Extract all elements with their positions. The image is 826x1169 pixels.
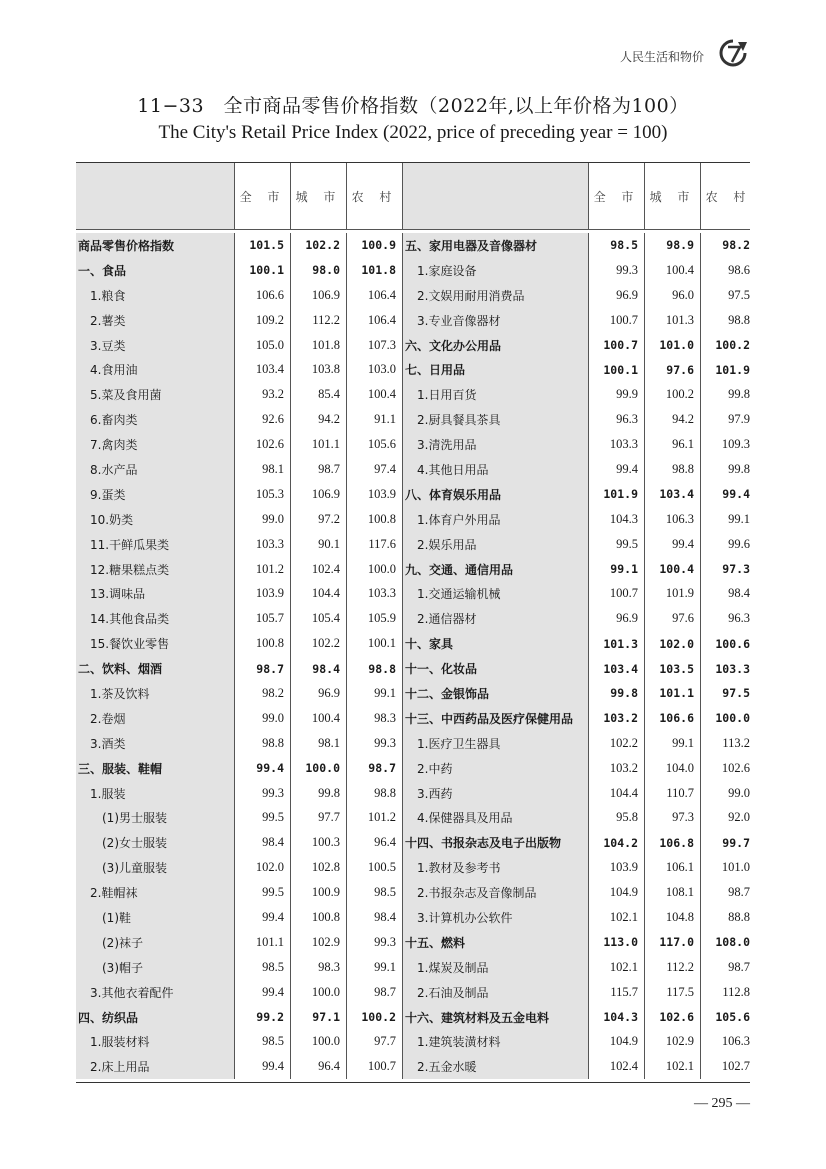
index-value-cell: 97.7 [374,1034,396,1049]
row-label: 十四、书报杂志及电子出版物 [405,836,562,851]
index-value-cell: 96.4 [374,835,396,850]
index-value-cell: 102.6 [255,437,284,452]
index-value-cell: 99.0 [262,511,284,526]
index-value-cell: 103.4 [255,362,284,377]
table-title-english: The City's Retail Price Index (2022, price of preceding year = 100) [158,122,668,143]
row-label: 1.茶及饮料 [90,686,150,701]
row-label: 六、文化办公用品 [405,338,502,353]
index-value-cell: 100.6 [715,636,750,651]
index-value-cell: 113.0 [603,935,638,950]
index-value-cell: 103.9 [367,486,396,501]
index-value-cell: 106.1 [665,860,694,875]
index-value-cell: 97.5 [722,686,750,701]
index-value-cell: 102.1 [609,909,638,924]
index-value-cell: 112.2 [312,312,340,327]
row-label: 四、纺织品 [78,1010,139,1025]
index-value-cell: 99.8 [318,785,340,800]
row-label: 1.日用百货 [417,388,477,403]
index-value-cell: 96.9 [616,287,638,302]
header-all-city-left: 全 市 [234,163,290,229]
row-label: 2.薯类 [90,313,126,328]
row-label: 6.畜肉类 [90,413,138,428]
index-value-cell: 99.0 [728,785,750,800]
index-value-cell: 97.4 [374,461,396,476]
row-label: 3.计算机办公软件 [417,910,513,925]
table-left-half [76,233,402,1079]
index-value-cell: 99.7 [722,835,750,850]
row-label: 3.其他衣着配件 [90,985,174,1000]
index-value-cell: 103.3 [609,437,638,452]
index-value-cell: 98.7 [728,885,750,900]
index-value-cell: 98.7 [318,461,340,476]
index-value-cell: 98.7 [368,761,396,776]
index-value-cell: 103.2 [603,711,638,726]
index-value-cell: 96.0 [672,287,694,302]
index-value-cell: 100.4 [367,387,396,402]
index-value-cell: 106.4 [367,312,396,327]
index-value-cell: 103.3 [255,536,284,551]
right-rural-column [700,233,756,1079]
row-label: 1.服装 [90,786,126,801]
index-value-cell: 99.4 [262,984,284,999]
index-value-cell: 107.3 [367,337,396,352]
index-value-cell: 96.9 [318,685,340,700]
row-label: 15.餐饮业零售 [90,637,170,652]
index-value-cell: 97.3 [722,562,750,577]
index-value-cell: 99.5 [262,810,284,825]
index-value-cell: 102.2 [609,735,638,750]
right-item-column [403,233,588,1079]
row-label: 2.鞋帽袜 [90,886,138,901]
row-label: (2)女士服装 [102,836,167,851]
index-value-cell: 106.6 [255,287,284,302]
index-value-cell: 99.8 [610,686,638,701]
left-rural-column [346,233,402,1079]
index-value-cell: 101.8 [311,337,340,352]
index-value-cell: 109.3 [721,437,750,452]
row-label: 12.糖果糕点类 [90,562,170,577]
index-value-cell: 104.2 [603,835,638,850]
index-value-cell: 102.2 [305,238,340,253]
row-label: 五、家用电器及音像器材 [405,238,538,253]
row-label: 十、家具 [405,637,454,652]
index-value-cell: 100.9 [361,238,396,253]
row-label: 10.奶类 [90,512,134,527]
table-title-chinese: 11−33 全市商品零售价格指数（2022年,以上年价格为100） [137,95,689,117]
index-value-cell: 98.8 [374,785,396,800]
index-value-cell: 101.2 [367,810,396,825]
index-value-cell: 112.8 [722,984,750,999]
index-value-cell: 98.8 [368,661,396,676]
row-label: 一、食品 [78,263,127,278]
index-value-cell: 99.1 [728,511,750,526]
row-label: 1.建筑装潢材料 [417,1035,501,1050]
index-value-cell: 105.9 [367,611,396,626]
index-value-cell: 99.5 [616,536,638,551]
index-value-cell: 99.0 [262,710,284,725]
index-value-cell: 98.7 [256,661,284,676]
index-value-cell: 102.0 [255,860,284,875]
index-value-cell: 106.6 [659,711,694,726]
index-value-cell: 99.3 [374,735,396,750]
index-value-cell: 103.9 [609,860,638,875]
index-value-cell: 105.6 [715,1010,750,1025]
index-value-cell: 100.0 [311,1034,340,1049]
index-value-cell: 105.4 [311,611,340,626]
index-value-cell: 109.2 [255,312,284,327]
index-value-cell: 97.2 [318,511,340,526]
index-value-cell: 100.0 [367,561,396,576]
table-right-half [402,233,756,1079]
index-value-cell: 101.9 [665,586,694,601]
index-value-cell: 103.3 [715,661,750,676]
index-value-cell: 93.2 [262,387,284,402]
index-value-cell: 90.1 [318,536,340,551]
row-label: 7.禽肉类 [90,438,138,453]
row-label: 3.豆类 [90,338,126,353]
index-value-cell: 99.9 [616,387,638,402]
index-value-cell: 100.4 [665,262,694,277]
index-value-cell: 104.8 [665,909,694,924]
index-value-cell: 99.8 [728,387,750,402]
index-value-cell: 103.0 [367,362,396,377]
index-value-cell: 98.6 [728,262,750,277]
index-value-cell: 108.1 [665,885,694,900]
index-value-cell: 92.6 [262,412,284,427]
index-value-cell: 100.1 [249,263,284,278]
index-value-cell: 102.7 [721,1059,750,1074]
index-value-cell: 102.0 [659,636,694,651]
yearbook-logo-icon [716,38,750,68]
index-value-cell: 98.3 [374,710,396,725]
index-value-cell: 100.1 [603,362,638,377]
index-value-cell: 101.3 [665,312,694,327]
index-value-cell: 105.0 [255,337,284,352]
row-label: 2.中药 [417,761,453,776]
index-value-cell: 94.2 [672,412,694,427]
index-value-cell: 102.1 [609,959,638,974]
header-urban-left: 城 市 [290,163,346,229]
index-value-cell: 98.5 [610,238,638,253]
header-label-cell-left [76,163,234,229]
index-value-cell: 103.4 [659,487,694,502]
index-value-cell: 102.2 [311,636,340,651]
index-value-cell: 99.1 [374,685,396,700]
index-value-cell: 100.5 [367,860,396,875]
row-label: 2.床上用品 [90,1060,150,1075]
row-label: 2.五金水暖 [417,1060,477,1075]
index-value-cell: 99.4 [256,761,284,776]
index-value-cell: 101.3 [603,636,638,651]
row-label: (2)袜子 [102,935,143,950]
index-value-cell: 98.0 [312,263,340,278]
index-value-cell: 102.4 [609,1059,638,1074]
index-value-cell: 97.6 [666,362,694,377]
index-value-cell: 112.2 [666,959,694,974]
index-value-cell: 104.0 [665,760,694,775]
index-value-cell: 98.8 [262,735,284,750]
index-value-cell: 98.4 [262,835,284,850]
index-value-cell: 100.7 [367,1059,396,1074]
running-head: 人民生活和物价 [619,50,704,64]
header-label-cell-right [403,163,588,229]
row-label: 3.酒类 [90,736,126,751]
row-label: 4.其他日用品 [417,462,489,477]
index-value-cell: 103.3 [367,586,396,601]
row-label: 十三、中西药品及医疗保健用品 [405,711,574,726]
index-value-cell: 99.4 [672,536,694,551]
row-label: 4.保健器具及用品 [417,811,513,826]
index-value-cell: 98.7 [374,984,396,999]
index-value-cell: 96.4 [318,1059,340,1074]
index-value-cell: 101.1 [659,686,694,701]
index-value-cell: 102.6 [721,760,750,775]
index-value-cell: 101.8 [361,263,396,278]
price-index-table [76,162,750,1083]
row-label: 2.卷烟 [90,711,126,726]
index-value-cell: 117.0 [659,935,694,950]
index-value-cell: 105.7 [255,611,284,626]
index-value-cell: 97.5 [728,287,750,302]
index-value-cell: 100.0 [715,711,750,726]
index-value-cell: 101.9 [715,362,750,377]
index-value-cell: 103.4 [603,661,638,676]
row-label: 9.蛋类 [90,487,126,502]
index-value-cell: 94.2 [318,412,340,427]
row-label: 11.干鲜瓜果类 [90,537,170,552]
row-label: 2.娱乐用品 [417,537,477,552]
index-value-cell: 102.9 [665,1034,694,1049]
index-value-cell: 98.8 [672,461,694,476]
index-value-cell: 100.7 [609,586,638,601]
index-value-cell: 102.9 [311,934,340,949]
table-header-row [76,163,750,230]
index-value-cell: 98.2 [262,685,284,700]
index-value-cell: 100.8 [255,636,284,651]
row-label: 2.文娱用耐用消费品 [417,288,525,303]
row-label: 14.其他食品类 [90,612,170,627]
index-value-cell: 92.0 [728,810,750,825]
row-label: (1)鞋 [102,910,131,925]
index-value-cell: 101.0 [659,338,694,352]
row-label: 2.石油及制品 [417,985,489,1000]
index-value-cell: 98.1 [262,461,284,476]
row-label: 十五、燃料 [405,935,466,950]
index-value-cell: 98.4 [728,586,750,601]
index-value-cell: 99.3 [374,934,396,949]
index-value-cell: 104.3 [609,511,638,526]
index-value-cell: 98.9 [666,238,694,253]
row-label: 4.食用油 [90,363,138,378]
header-all-city-right: 全 市 [588,163,644,229]
row-label: 商品零售价格指数 [78,238,175,253]
index-value-cell: 100.0 [305,761,340,776]
index-value-cell: 100.1 [367,636,396,651]
left-all-city-column [234,233,290,1079]
index-value-cell: 99.4 [616,461,638,476]
index-value-cell: 102.1 [665,1059,694,1074]
row-label: 1.医疗卫生器具 [417,736,501,751]
row-label: 3.西药 [417,786,453,801]
row-label: 3.专业音像器材 [417,313,501,328]
index-value-cell: 104.9 [609,885,638,900]
index-value-cell: 100.7 [609,312,638,327]
index-value-cell: 96.3 [728,611,750,626]
index-value-cell: 96.9 [616,611,638,626]
row-label: 1.教材及参考书 [417,861,501,876]
row-label: 5.菜及食用菌 [90,388,162,403]
index-value-cell: 98.3 [318,959,340,974]
header-rural-right: 农 村 [700,163,756,229]
row-label: 2.厨具餐具茶具 [417,413,501,428]
header-urban-right: 城 市 [644,163,700,229]
index-value-cell: 98.5 [262,1034,284,1049]
row-label: 1.交通运输机械 [417,587,501,602]
index-value-cell: 98.7 [728,959,750,974]
index-value-cell: 106.4 [367,287,396,302]
index-value-cell: 98.1 [318,735,340,750]
index-value-cell: 100.2 [361,1010,396,1025]
index-value-cell: 100.7 [603,338,638,352]
index-value-cell: 110.7 [666,785,694,800]
index-value-cell: 104.9 [609,1034,638,1049]
index-value-cell: 99.4 [262,1059,284,1074]
row-label: 八、体育娱乐用品 [405,487,502,502]
row-label: 二、饮料、烟酒 [78,662,163,677]
index-value-cell: 99.1 [374,959,396,974]
index-value-cell: 103.9 [255,586,284,601]
page-number: — 295 — [694,1096,750,1111]
header-rural-left: 农 村 [346,163,402,229]
index-value-cell: 100.4 [311,710,340,725]
table-body [76,230,750,1082]
index-value-cell: 98.8 [728,312,750,327]
index-value-cell: 106.9 [311,287,340,302]
index-value-cell: 99.2 [256,1010,284,1025]
index-value-cell: 101.0 [721,860,750,875]
index-value-cell: 103.8 [311,362,340,377]
index-value-cell: 99.8 [728,461,750,476]
index-value-cell: 105.6 [367,437,396,452]
index-value-cell: 102.4 [311,561,340,576]
index-value-cell: 91.1 [374,412,396,427]
index-value-cell: 104.3 [603,1010,638,1025]
row-label: 1.体育户外用品 [417,512,501,527]
row-label: (1)男士服装 [102,811,167,826]
index-value-cell: 100.3 [311,835,340,850]
index-value-cell: 98.5 [262,959,284,974]
left-item-column [76,233,234,1079]
index-value-cell: 106.8 [659,835,694,850]
index-value-cell: 99.4 [262,909,284,924]
row-label: 13.调味品 [90,587,146,602]
index-value-cell: 113.2 [722,735,750,750]
index-value-cell: 99.5 [262,885,284,900]
index-value-cell: 117.6 [368,536,396,551]
index-value-cell: 103.2 [609,760,638,775]
index-value-cell: 117.5 [666,984,694,999]
index-value-cell: 99.1 [672,735,694,750]
index-value-cell: 97.6 [672,611,694,626]
index-value-cell: 106.3 [665,511,694,526]
index-value-cell: 88.8 [728,909,750,924]
left-urban-column [290,233,346,1079]
index-value-cell: 98.4 [312,661,340,676]
index-value-cell: 100.2 [715,338,750,352]
right-urban-column [644,233,700,1079]
index-value-cell: 97.7 [318,810,340,825]
index-value-cell: 98.4 [374,909,396,924]
index-value-cell: 100.4 [659,562,694,577]
index-value-cell: 101.1 [255,934,284,949]
index-value-cell: 99.6 [728,536,750,551]
index-value-cell: 98.5 [374,885,396,900]
row-label: 8.水产品 [90,462,138,477]
row-label: 2.书报杂志及音像制品 [417,886,537,901]
index-value-cell: 100.0 [311,984,340,999]
index-value-cell: 105.3 [255,486,284,501]
row-label: 2.通信器材 [417,612,477,627]
index-value-cell: 100.8 [311,909,340,924]
index-value-cell: 97.1 [312,1010,340,1025]
index-value-cell: 104.4 [311,586,340,601]
row-label: 1.服装材料 [90,1035,150,1050]
row-label: 1.煤炭及制品 [417,960,489,975]
row-label: 三、服装、鞋帽 [78,761,163,776]
index-value-cell: 95.8 [616,810,638,825]
index-value-cell: 100.8 [367,511,396,526]
index-value-cell: 115.7 [610,984,638,999]
index-value-cell: 99.1 [610,562,638,577]
index-value-cell: 106.9 [311,486,340,501]
index-value-cell: 102.8 [311,860,340,875]
index-value-cell: 100.9 [311,885,340,900]
index-value-cell: 103.5 [659,661,694,676]
index-value-cell: 102.6 [659,1010,694,1025]
index-value-cell: 96.3 [616,412,638,427]
row-label: (3)儿童服装 [102,861,167,876]
index-value-cell: 104.4 [609,785,638,800]
index-value-cell: 101.9 [603,487,638,502]
index-value-cell: 96.1 [672,437,694,452]
index-value-cell: 97.3 [672,810,694,825]
row-label: 七、日用品 [405,363,466,378]
index-value-cell: 100.2 [665,387,694,402]
row-label: 十六、建筑材料及五金电料 [405,1010,550,1025]
row-label: 3.清洗用品 [417,438,477,453]
index-value-cell: 98.2 [722,238,750,253]
index-value-cell: 99.3 [616,262,638,277]
index-value-cell: 101.2 [255,561,284,576]
index-value-cell: 97.9 [728,412,750,427]
index-value-cell: 108.0 [715,935,750,950]
index-value-cell: 99.3 [262,785,284,800]
index-value-cell: 99.4 [722,487,750,502]
right-all-city-column [588,233,644,1079]
row-label: (3)帽子 [102,960,143,975]
index-value-cell: 106.3 [721,1034,750,1049]
row-label: 1.粮食 [90,288,126,303]
index-value-cell: 101.1 [311,437,340,452]
row-label: 十一、化妆品 [405,662,478,677]
index-value-cell: 85.4 [318,387,340,402]
row-label: 九、交通、通信用品 [405,562,514,577]
index-value-cell: 101.5 [249,238,284,253]
row-label: 十二、金银饰品 [405,686,490,701]
row-label: 1.家庭设备 [417,263,477,278]
